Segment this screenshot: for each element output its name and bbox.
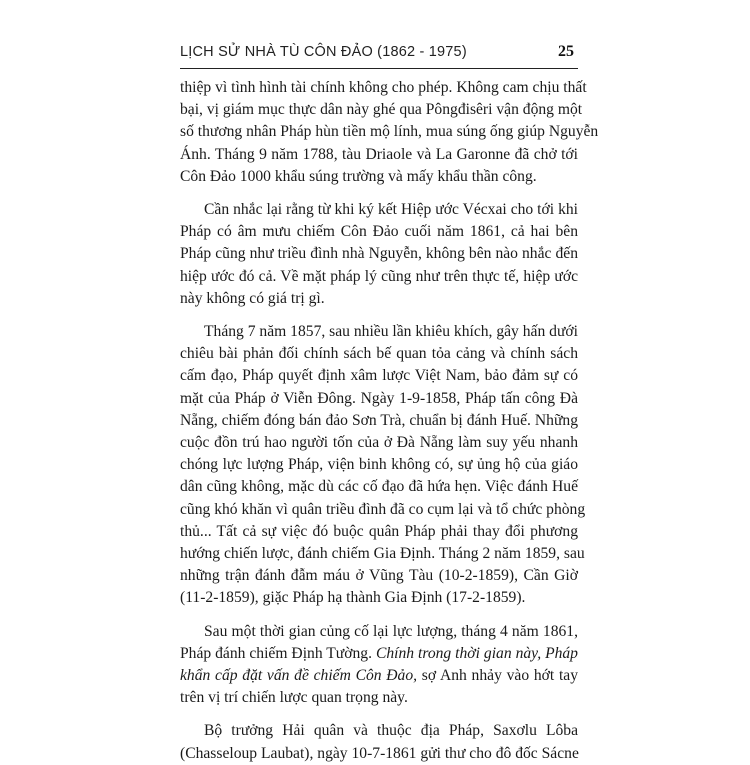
text-line: những trận đánh đẫm máu ở Vũng Tàu (10-2-1859), Cần Giờ: [180, 567, 578, 585]
text-line: chóng lực lượng Pháp, viện binh không có, sự ủng hộ của giáo: [180, 456, 578, 474]
text-line: này không có giá trị gì.: [180, 289, 325, 307]
text-line: Sau một thời gian củng cố lại lực lượng, tháng 4 năm 1861,: [204, 622, 578, 640]
text-line: (11-2-1859), giặc Pháp hạ thành Gia Định (17-2-1859).: [180, 589, 526, 607]
text-line: Pháp cũng như triều đình nhà Nguyễn, không bên nào nhắc đến: [180, 245, 578, 263]
paragraph-1: [180, 77, 599, 188]
text-line: bại, vị giám mục thực dân này ghé qua Pôngđisêri vận động một: [180, 101, 583, 119]
text-line: cấm đạo, Pháp quyết định xâm lược Việt Nam, bảo đảm sự có: [180, 367, 578, 385]
text-line: Cần nhắc lại rằng từ khi ký kết Hiệp ước Vécxai cho tới khi: [204, 201, 578, 219]
text-line: Ánh. Tháng 9 năm 1788, tàu Driaole và La Garonne đã chở tới: [180, 145, 578, 163]
text-line-mixed: [180, 665, 578, 687]
text-line: trên vị trí chiến lược quan trọng này.: [180, 689, 408, 707]
text-line: hướng chiến lược, đánh chiếm Gia Định. Tháng 2 năm 1859, sau: [180, 545, 585, 563]
text-line: Tháng 7 năm 1857, sau nhiều lần khiêu khích, gây hấn dưới: [204, 323, 578, 341]
text-line: (Chasseloup Laubat), ngày 10-7-1861 gửi thư cho đô đốc Sácne: [180, 744, 579, 762]
paragraph-4: [180, 621, 578, 710]
text-line: cuộc đồn trú hao người tốn của ở Đà Nẵng làm suy yếu nhanh: [180, 434, 578, 452]
text-line: Bộ trưởng Hải quân và thuộc địa Pháp, Saxơlu Lôba: [204, 722, 578, 740]
plain-run: Pháp đánh chiếm Định Tường.: [180, 644, 372, 662]
text-line: số thương nhân Pháp hùn tiền mộ lính, mua súng ống giúp Nguyễn: [180, 123, 599, 141]
text-line: cũng khó khăn vì quân triều đình đã co cụm lại và tổ chức phòng: [180, 500, 586, 518]
text-line: thiệp vì tình hình tài chính không cho phép. Không cam chịu thất: [180, 79, 587, 96]
text-line: mặt của Pháp ở Viễn Đông. Ngày 1-9-1858, Pháp tấn công Đà: [180, 389, 578, 407]
paragraph-3: [180, 321, 586, 610]
running-header: [180, 44, 578, 69]
text-line-mixed: [180, 643, 578, 665]
text-line: Côn Đảo 1000 khẩu súng trường và mấy khẩu thần công.: [180, 167, 537, 185]
paragraph-2: [180, 199, 578, 310]
text-line: hiệp ước đó cả. Về mặt pháp lý cũng như trên thực tế, hiệp ước: [180, 267, 578, 285]
page-number: 25: [558, 43, 574, 60]
plain-run: sợ Anh nhảy vào hớt tay: [421, 667, 578, 685]
text-line: dân cũng không, mặc dù các cố đạo đã hứa hẹn. Việc đánh Huế: [180, 478, 578, 496]
paragraph-5: [180, 720, 578, 764]
text-line: Nẵng, chiếm đóng bán đảo Sơn Trà, chuẩn bị đánh Huế. Những: [180, 411, 578, 429]
italic-run: Chính trong thời gian này, Pháp: [375, 644, 578, 662]
text-line: thủ... Tất cả sự việc đó buộc quân Pháp phải thay đổi phương: [180, 522, 578, 540]
text-line: chiêu bài phản đối chính sách bế quan tỏa cảng và chính sách: [180, 345, 578, 363]
text-line: Pháp có âm mưu chiếm Côn Đảo cuối năm 1861, cả hai bên: [180, 223, 578, 241]
header-title: LỊCH SỬ NHÀ TÙ CÔN ĐẢO (1862 - 1975): [180, 44, 467, 60]
italic-run: khẩn cấp đặt vấn đề chiếm Côn Đảo,: [180, 667, 418, 685]
body-text: [180, 77, 599, 765]
